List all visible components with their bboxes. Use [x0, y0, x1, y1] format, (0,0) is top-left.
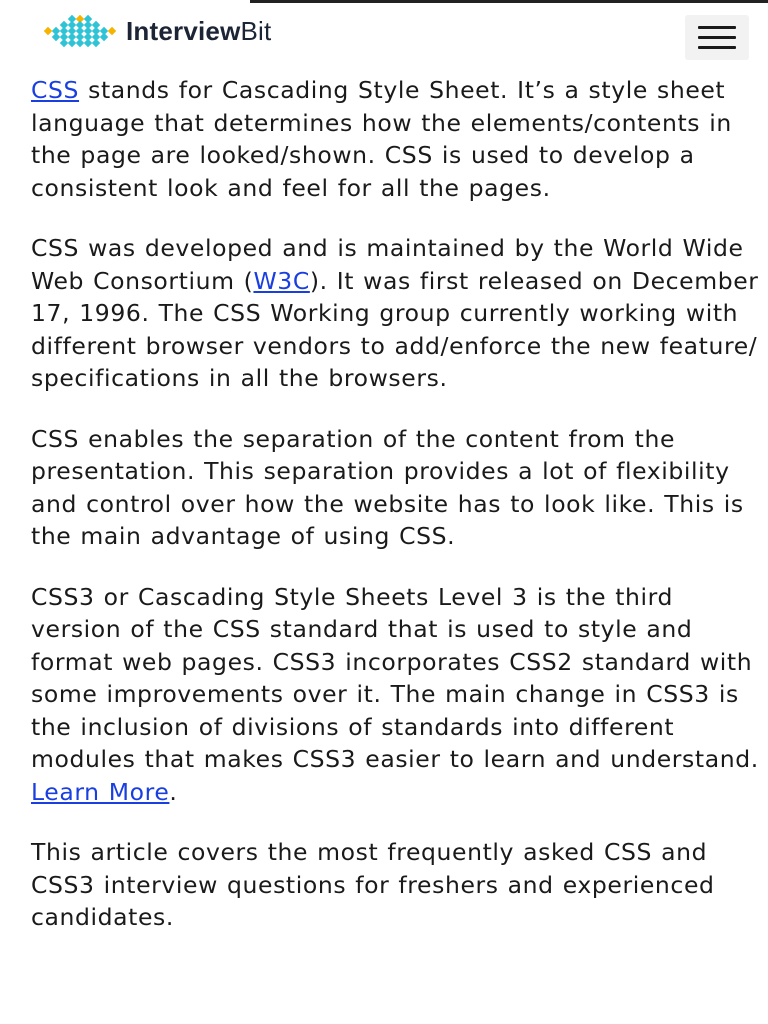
css-link[interactable]: CSS	[31, 76, 80, 104]
logo-diamond	[68, 39, 76, 47]
logo-text-bold: Interview	[126, 15, 241, 46]
paragraph-history-text-after: ). It was first released on December 17, 1996. The CSS Working group currently working with different browser vendors to add/enforce the new feature/ specifications in all the browsers.	[31, 266, 759, 392]
paragraph-summary-text: This article covers the most frequently asked CSS and CSS3 interview questions for freshers and experienced candidates.	[31, 838, 715, 931]
site-header	[0, 0, 768, 70]
logo-diamond	[44, 27, 52, 35]
logo-diamond	[60, 39, 68, 47]
paragraph-history-text-before: CSS was developed and is maintained by the World Wide Web Consortium (	[31, 234, 744, 295]
logo-text	[126, 16, 271, 47]
learn-more-link[interactable]: Learn More	[31, 777, 170, 806]
hamburger-menu-icon-bar	[698, 46, 736, 49]
paragraph-css3	[31, 581, 759, 809]
logo-diamond	[84, 39, 92, 47]
logo[interactable]	[42, 14, 271, 48]
logo-diamond	[108, 27, 116, 35]
paragraph-summary	[31, 836, 759, 934]
paragraph-history	[31, 232, 759, 395]
logo-diamond	[52, 33, 60, 41]
paragraph-separation	[31, 423, 759, 553]
logo-text-light: Bit	[240, 15, 272, 46]
logo-diamond	[76, 39, 84, 47]
w3c-link[interactable]: W3C	[253, 266, 310, 295]
logo-diamond	[100, 33, 108, 41]
paragraph-css3-text: CSS3 or Cascading Style Sheets Level 3 is the third version of the CSS standard that is used to style and format web pages. CSS3 incorporates CSS2 standard with some improvements over it. The main change in CSS3 is the inclusion of divisions of standards into different modules that makes CSS3 easier to learn and understand.	[31, 582, 759, 773]
article-body	[31, 74, 759, 962]
hamburger-menu-icon-bar	[698, 36, 736, 39]
paragraph-css3-text-after: .	[169, 777, 178, 806]
paragraph-separation-text: CSS enables the separation of the content from the presentation. This separation provides a lot of flexibility and control over how the website has to look like. This is the main advantage of using CSS.	[31, 424, 744, 550]
menu-button[interactable]	[685, 15, 749, 60]
hamburger-menu-icon-bar	[698, 26, 736, 29]
logo-diamond	[92, 39, 100, 47]
paragraph-intro	[31, 74, 759, 204]
diamond-lattice-logo-icon	[42, 14, 118, 48]
paragraph-intro-text: stands for Cascading Style Sheet. It’s a style sheet language that determines how the elements/contents in the page are looked/shown. CSS is used to develop a consistent look and feel for all the pages.	[31, 76, 732, 202]
